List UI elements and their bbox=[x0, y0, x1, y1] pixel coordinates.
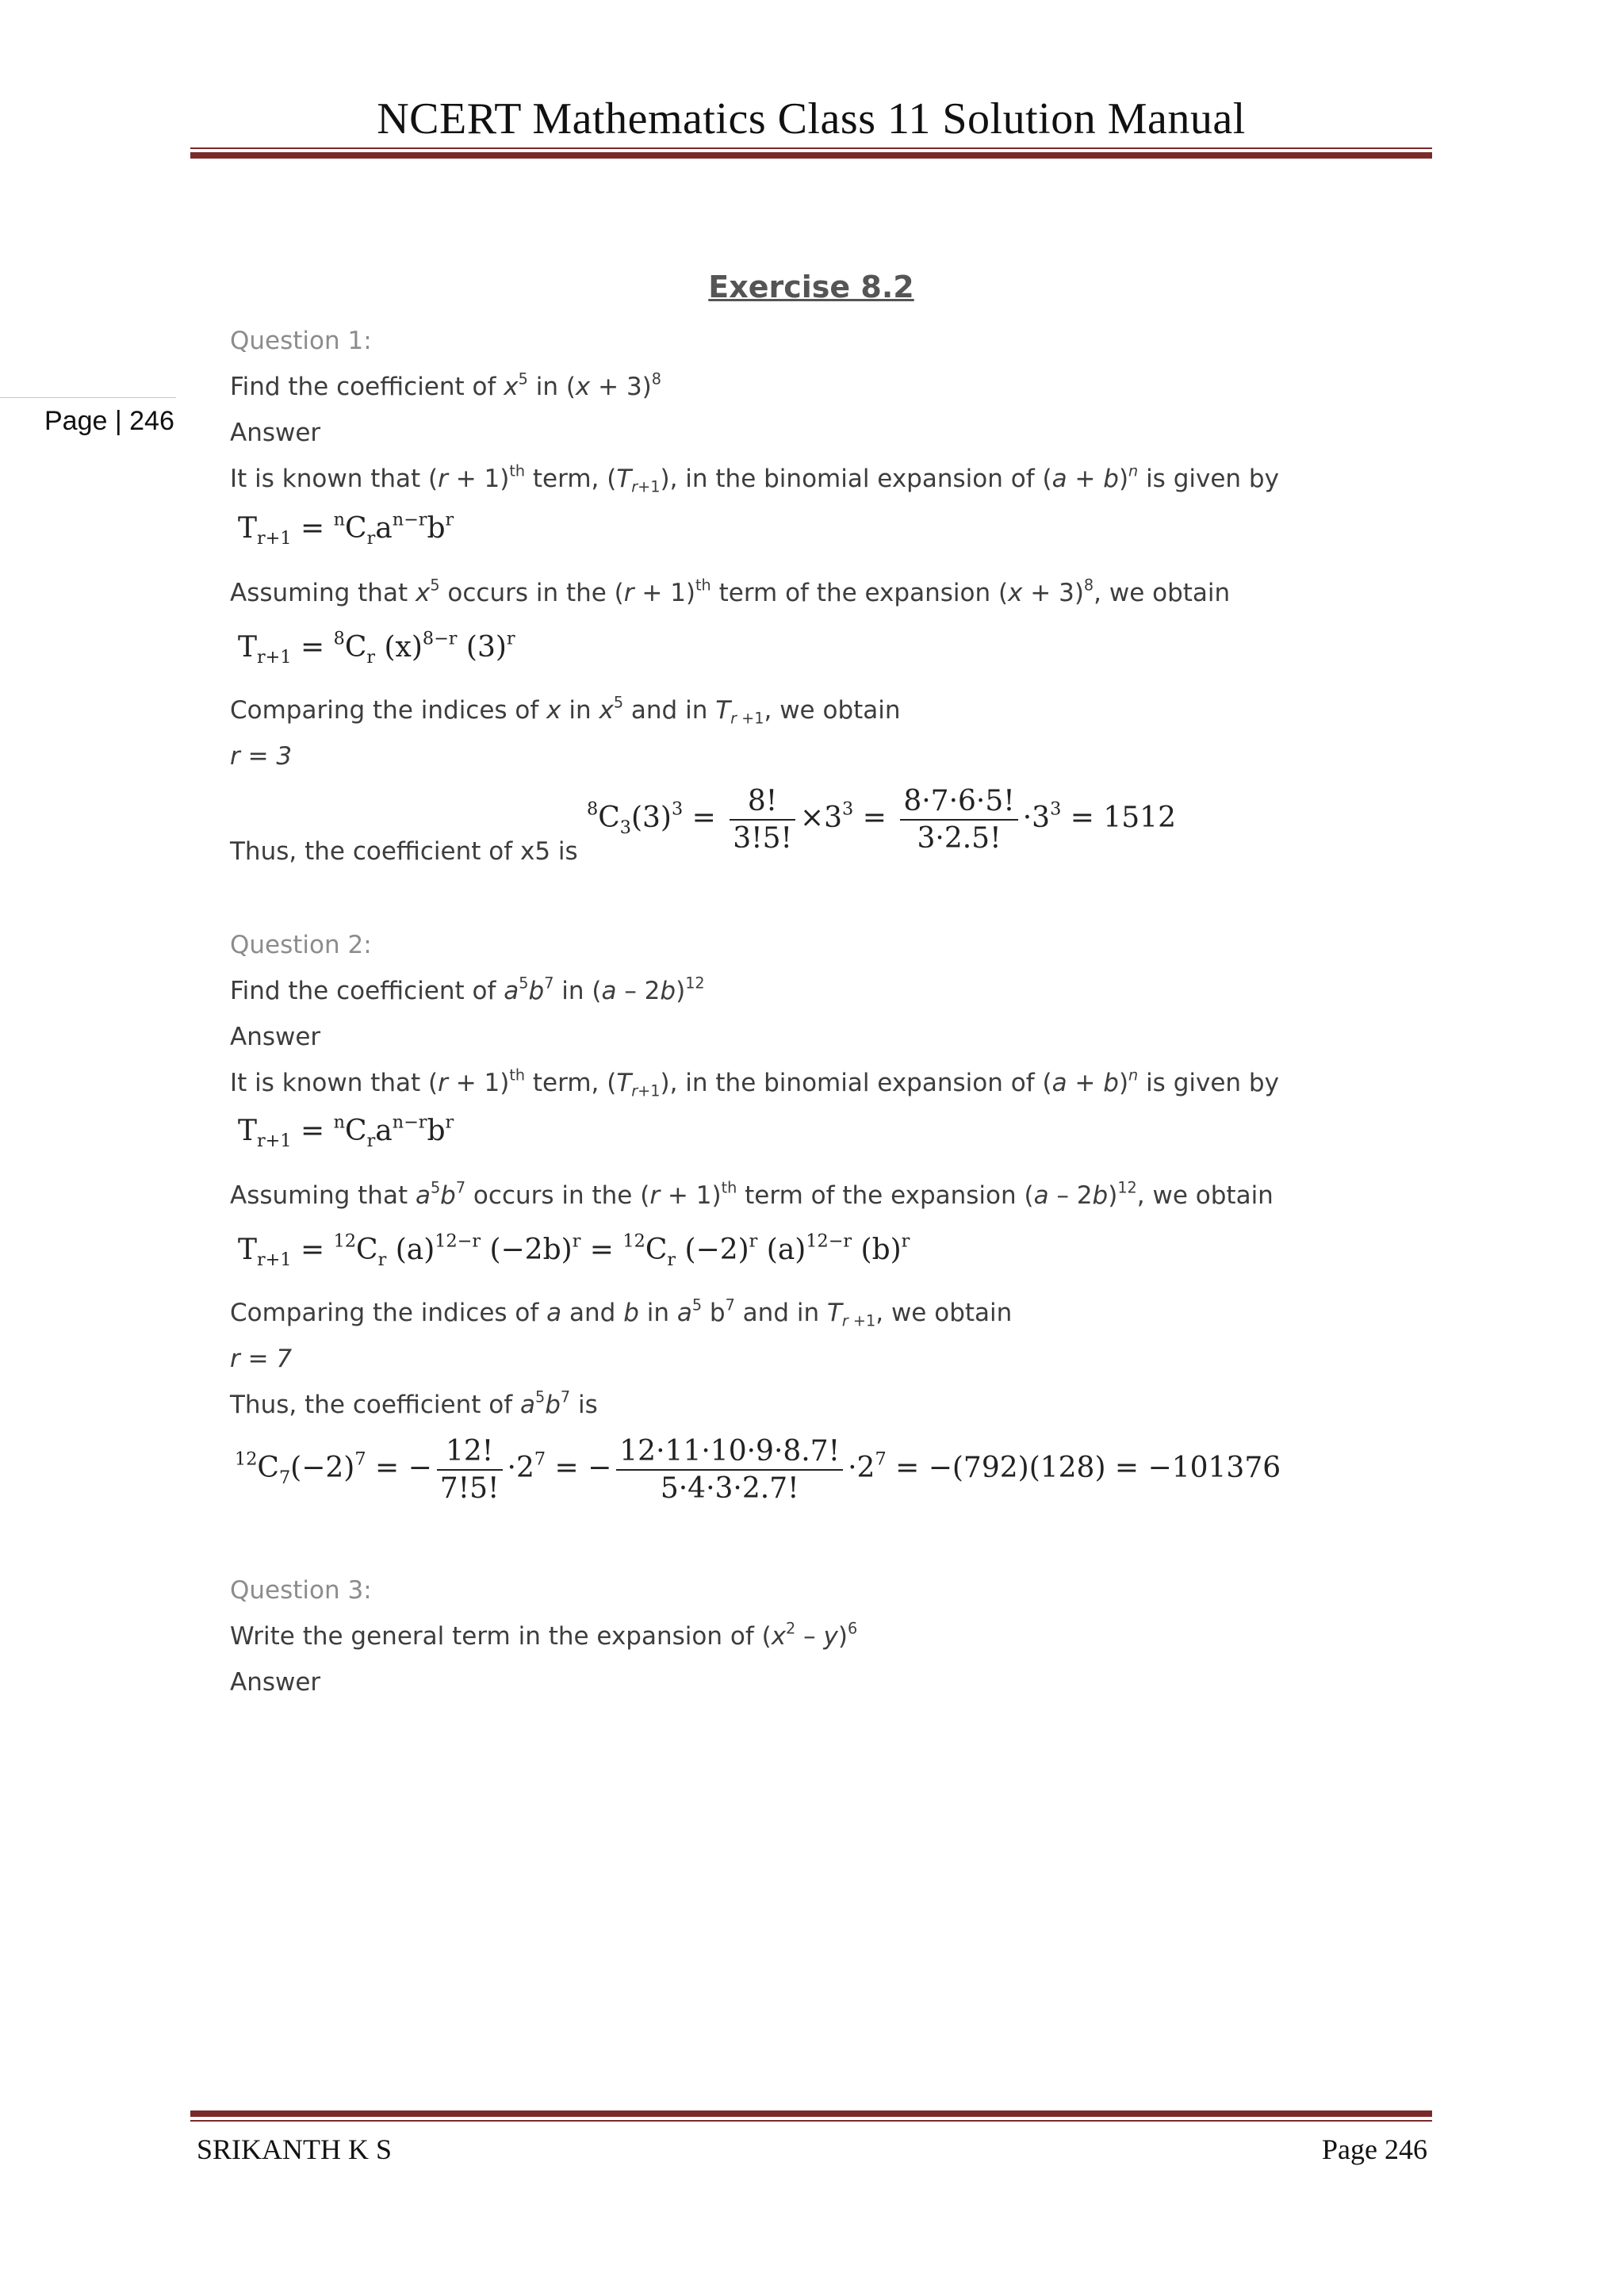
question-2-answer-label: Answer bbox=[230, 1023, 321, 1051]
q1-conclusion: Thus, the coefficient of x5 is bbox=[230, 837, 578, 866]
footer-rule-thick bbox=[190, 2110, 1432, 2117]
q2-coefficient-calculation: $^{12}C_7(-2)^7$ = − $\frac{12!}{7!5!}$ $\cdot 2^7$ = − $\frac{12\cdot 11\cdot 10\cdot 9\cdot 8.7!}{5\cdot 4\cdot 3\cdot 2.7!}$ $\cdot 2^7 = -(792)(128) = -101376$ bbox=[235, 1435, 1281, 1505]
exercise-title: Exercise 8.2 bbox=[708, 270, 914, 304]
q1-expansion-formula: $T_{r+1} = ^8C_r$ $(x)^{8-r}$ $(3)^r$ bbox=[238, 628, 515, 668]
q2-general-term-formula: $T_{r+1} = ^nC_ra^{n-r}b^r$ bbox=[238, 1112, 454, 1151]
header-rule-thin bbox=[190, 147, 1432, 149]
page-title: NCERT Mathematics Class 11 Solution Manual bbox=[377, 94, 1246, 144]
q1-general-term-formula: $T_{r+1} = ^nC_ra^{n-r}b^r$ bbox=[238, 509, 454, 549]
side-divider bbox=[0, 397, 176, 398]
question-3-text: Write the general term in the expansion of $(x^2 - y)^6$ bbox=[230, 1619, 858, 1651]
q2-result: −101376 bbox=[1147, 1452, 1281, 1484]
question-3-label: Question 3: bbox=[230, 1576, 372, 1605]
question-1-answer-label: Answer bbox=[230, 419, 321, 447]
q2-expansion-formula: $T_{r+1} = ^{12}C_r$ $(a)^{12-r}$ $(-2b)^r = ^{12}C_r$ $(-2)^r$ $(a)^{12-r}$ $(b)^r$ bbox=[238, 1230, 910, 1270]
question-1-text: Find the coefficient of $x^5$ in $(x + 3)^8$ bbox=[230, 369, 661, 401]
footer-author: SRIKANTH K S bbox=[197, 2133, 393, 2165]
q1-r-value: r = 3 bbox=[230, 742, 293, 771]
question-2-text: Find the coefficient of $a^5b^7$ in (a – 2b)$^{12}$ bbox=[230, 974, 705, 1005]
question-1-label: Question 1: bbox=[230, 327, 372, 355]
side-page-number: Page | 246 bbox=[44, 406, 174, 436]
q1-compare-indices: Comparing the indices of x in $x^5$ and in $T_{r +1}$, we obtain bbox=[230, 693, 901, 728]
footer-rule-thin bbox=[190, 2120, 1432, 2122]
question-2-label: Question 2: bbox=[230, 931, 372, 959]
q1-coefficient-calculation: $^8C_3(3)^3$ = $\frac{8!}{3!5!}$ $\times 3^3$ = $\frac{8\cdot 7\cdot 6\cdot 5!}{3\cdot 2.5!}$ $\cdot 3^3 = 1512$ bbox=[587, 785, 1176, 855]
q1-binomial-statement: It is known that $(r + 1)^{th}$ term, $(T_{r+1})$, in the binomial expansion of $(a + b)^n$ is given by bbox=[230, 461, 1279, 496]
footer-page-number: Page 246 bbox=[1322, 2133, 1427, 2165]
q2-compare-indices: Comparing the indices of a and b in $a^5$ $b^7$ and in $T_{r +1}$, we obtain bbox=[230, 1295, 1013, 1330]
q1-result: 1512 bbox=[1103, 802, 1176, 834]
question-3-answer-label: Answer bbox=[230, 1668, 321, 1697]
q1-assumption: Assuming that $x^5$ occurs in the $(r + 1)^{th}$ term of the expansion $(x + 3)^8$, we obtain bbox=[230, 576, 1231, 607]
q2-assumption: Assuming that $a^5b^7$ occurs in the $(r + 1)^{th}$ term of the expansion (a – 2b)$^{12}$, we obtain bbox=[230, 1178, 1274, 1210]
q2-conclusion: Thus, the coefficient of $a^5b^7$ is bbox=[230, 1387, 598, 1419]
header-rule-thick bbox=[190, 152, 1432, 159]
q2-r-value: r = 7 bbox=[230, 1345, 293, 1373]
q2-binomial-statement: It is known that $(r + 1)^{th}$ term, $(T_{r+1})$, in the binomial expansion of $(a + b)^n$ is given by bbox=[230, 1066, 1279, 1100]
